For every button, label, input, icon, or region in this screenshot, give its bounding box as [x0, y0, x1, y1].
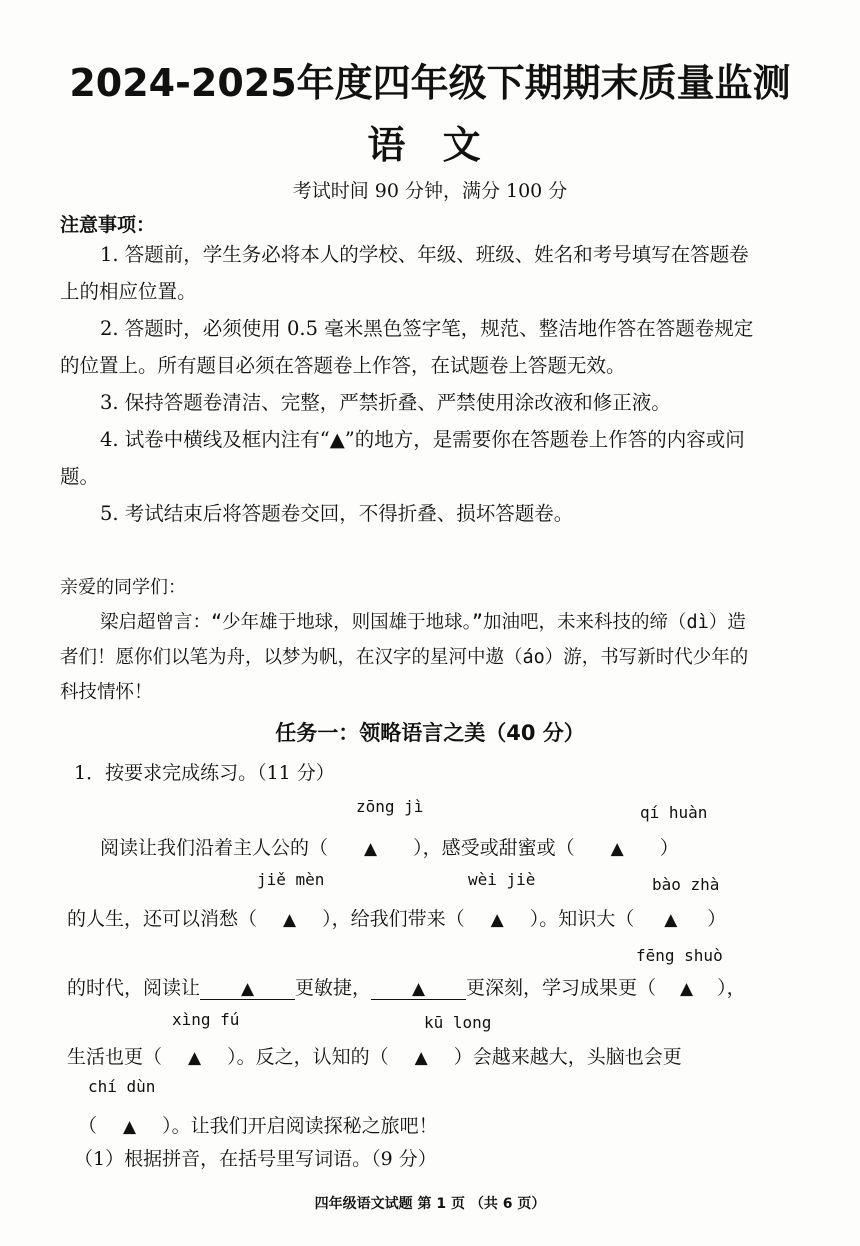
notice-heading: 注意事项：	[60, 214, 156, 236]
notice-item-5: 5. 考试结束后将答题卷交回，不得折叠、损坏答题卷。	[100, 502, 574, 525]
greeting-body: 梁启超曾言：“少年雄于地球，则国雄于地球。”加油吧，未来科技的缔（dì）造者们！愿你们以笔为舟，以梦为帆，在汉字的星河中遨（áo）游，书写新时代少年的科技情怀！	[60, 612, 749, 703]
pinyin-fengshuo: fēng shuò	[636, 946, 723, 965]
notice-item-4: 4. 试卷中横线及框内注有“▲”的地方，是需要你在答题卷上作答的内容或问题。	[60, 428, 745, 488]
question-1-label: 1．按要求完成练习。（11 分）	[74, 762, 335, 784]
subject-title: 语 文	[367, 123, 493, 167]
pinyin-xingfu: xìng fú	[172, 1010, 240, 1029]
page-title: 2024-2025年度四年级下期期末质量监测	[69, 61, 791, 105]
text-line-5: （ ▲ ）。让我们开启阅读探秘之旅吧！	[78, 1115, 438, 1137]
pinyin-baozha: bào zhà	[652, 875, 720, 894]
text-line-1: 阅读让我们沿着主人公的（ ▲ ），感受或甜蜜或（ ▲ ）	[100, 837, 679, 859]
text-line-3: 的时代，阅读让 ▲ 更敏捷， ▲ 更深刻，学习成果更（ ▲ ），	[67, 977, 746, 999]
notice-item-1: 1. 答题前，学生务必将本人的学校、年级、班级、姓名和考号填写在答题卷上的相应位置。	[60, 243, 749, 303]
blank-2: ▲	[371, 977, 466, 1000]
answer-marker: ▲	[414, 1048, 428, 1068]
pinyin-zongji: zōng jì	[356, 797, 424, 816]
answer-marker: ▲	[123, 1117, 137, 1137]
sub-question-1: （1）根据拼音，在括号里写词语。（9 分）	[74, 1148, 437, 1170]
notice-item-3: 3. 保持答题卷清洁、完整，严禁折叠、严禁使用涂改液和修正液。	[100, 391, 671, 414]
blank-1: ▲	[200, 977, 295, 1000]
task1-heading: 任务一：领略语言之美（40 分）	[275, 721, 585, 745]
pinyin-weijie: wèi jiè	[468, 870, 536, 889]
answer-marker: ▲	[680, 979, 694, 999]
greeting-heading: 亲爱的同学们：	[60, 577, 186, 598]
answer-marker: ▲	[610, 839, 624, 859]
pinyin-qihuan: qí huàn	[640, 803, 708, 822]
answer-marker: ▲	[283, 910, 297, 930]
page-footer: 四年级语文试题 第 1 页 （共 6 页）	[314, 1196, 546, 1212]
answer-marker: ▲	[188, 1048, 202, 1068]
pinyin-jiemen: jiě mèn	[257, 870, 325, 889]
text-line-4: 生活也更（ ▲ ）。反之，认知的（ ▲ ）会越来越大，头脑也会更	[67, 1046, 682, 1068]
notice-item-2: 2. 答题时，必须使用 0.5 毫米黑色签字笔，规范、整洁地作答在答题卷规定的位置上。所有题目必须在答题卷上作答，在试题卷上答题无效。	[60, 317, 754, 377]
answer-marker: ▲	[364, 839, 378, 859]
pinyin-kulong: kū long	[424, 1013, 492, 1032]
answer-marker: ▲	[490, 910, 504, 930]
answer-marker: ▲	[664, 910, 678, 930]
text-line-2: 的人生，还可以消愁（ ▲ ），给我们带来（ ▲ ）。知识大（ ▲ ）	[67, 908, 727, 930]
pinyin-chidun: chí dùn	[88, 1077, 156, 1096]
exam-info: 考试时间 90 分钟，满分 100 分	[292, 180, 568, 202]
